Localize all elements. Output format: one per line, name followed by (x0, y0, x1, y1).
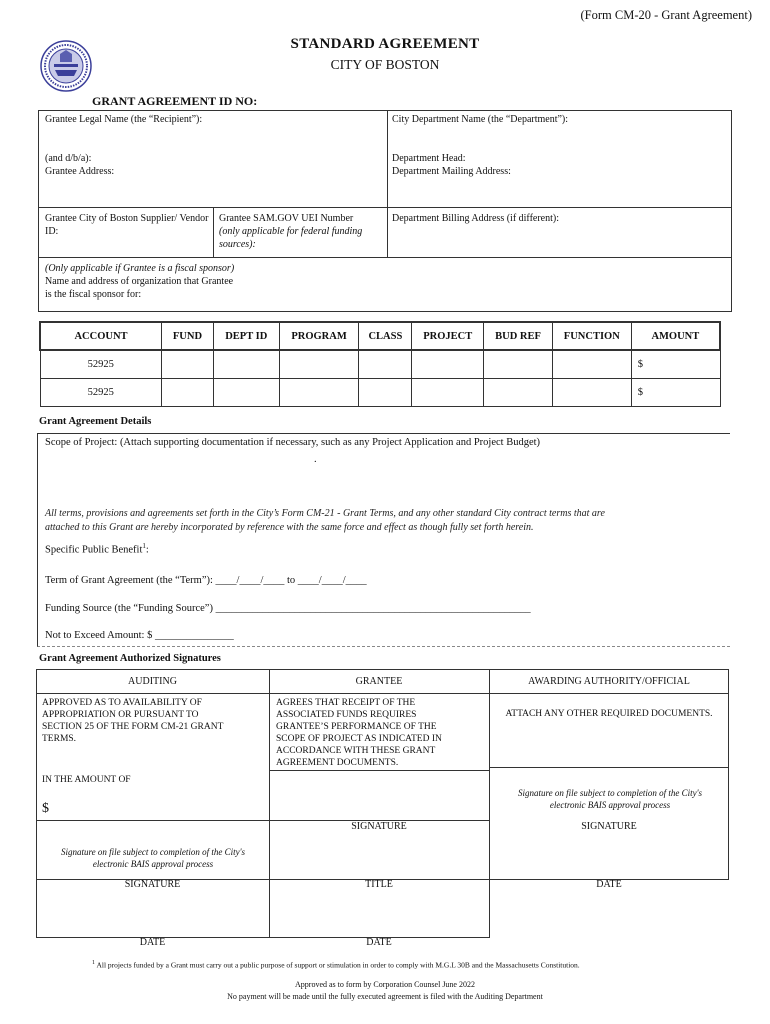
col-amount: AMOUNT (631, 322, 720, 350)
details-box (37, 433, 730, 647)
dept-name-label: City Department Name (the “Department”): (392, 114, 569, 125)
grantee-address-label: Grantee Address: (45, 166, 115, 177)
in-amount-label: IN THE AMOUNT OF (42, 775, 131, 785)
dept-id-cell[interactable] (213, 350, 279, 378)
auditing-signature-label: SIGNATURE (124, 879, 181, 890)
col-bud-ref: BUD REF (484, 322, 553, 350)
sam-uei-note: (only applicable for federal funding sources): (219, 226, 363, 250)
col-awarding: AWARDING AUTHORITY/OFFICIAL (528, 676, 690, 687)
grantee-date-label: DATE (366, 937, 392, 948)
col-class: CLASS (359, 322, 412, 350)
grantee-signature-label: SIGNATURE (351, 821, 407, 832)
col-project: PROJECT (412, 322, 484, 350)
auditing-text: APPROVED AS TO AVAILABILITY OF APPROPRIATION OR PURSUANT TO SECTION 25 OF THE FORM CM-21 GRANT TERMS. (42, 698, 224, 744)
sam-uei-label: Grantee SAM.GOV UEI Number (219, 213, 354, 224)
project-cell[interactable] (412, 350, 484, 378)
amount-dollar[interactable]: $ (42, 801, 49, 816)
funding-source-field[interactable]: Funding Source (the “Funding Source”) ____________________________________________________________ (45, 603, 531, 614)
table-row (40, 378, 720, 406)
col-function: FUNCTION (552, 322, 631, 350)
account-cell: 52925 (40, 378, 162, 406)
auditing-date-label: DATE (139, 937, 166, 948)
col-account: ACCOUNT (40, 322, 162, 350)
awarding-sig-note: Signature on file subject to completion of the City's electronic BAIS approval process (517, 788, 703, 810)
form-tag: (Form CM-20 - Grant Agreement) (580, 8, 752, 22)
awarding-date-label: DATE (596, 879, 622, 890)
terms-line-1: All terms, provisions and agreements set forth in the City’s Form CM-21 - Grant Terms, and any other standard City contract terms that are (45, 508, 605, 519)
function-cell[interactable] (552, 378, 631, 406)
scope-label: Scope of Project: (Attach supporting documentation if necessary, such as any Project Application and Project Budget) (45, 437, 541, 448)
bud-ref-cell[interactable] (484, 378, 553, 406)
approved-note: Approved as to form by Corporation Counsel June 2022 (295, 980, 475, 989)
footnote: $^1$ All projects funded by a Grant must carry out a public purpose of support or stimulation in order to comply with M.G.L 30B and the Massachusetts Constitution. (92, 960, 580, 970)
dept-id-cell[interactable] (213, 378, 279, 406)
amount-cell[interactable]: $ (631, 378, 720, 406)
fiscal-note: (Only applicable if Grantee is a fiscal sponsor) (45, 263, 235, 274)
fund-cell[interactable] (162, 378, 214, 406)
fiscal-line-2: is the fiscal sponsor for: (45, 289, 142, 300)
project-cell[interactable] (412, 378, 484, 406)
col-program: PROGRAM (279, 322, 359, 350)
page-title: STANDARD AGREEMENT (290, 36, 480, 52)
scope-dot: . (314, 454, 317, 465)
col-grantee: GRANTEE (355, 676, 403, 687)
grant-id-label: GRANT AGREEMENT ID NO: (92, 94, 258, 108)
col-dept-id: DEPT ID (213, 322, 279, 350)
accounting-table (39, 321, 721, 407)
supplier-id-label: Grantee City of Boston Supplier/ Vendor ID: (45, 213, 209, 237)
grantee-legal-name-label: Grantee Legal Name (the “Recipient”): (45, 114, 203, 125)
term-field[interactable]: Term of Grant Agreement (the “Term”): ____/____/____ to ____/____/____ (45, 575, 367, 586)
page-subtitle: CITY OF BOSTON (330, 57, 440, 72)
payment-note: No payment will be made until the fully executed agreement is filed with the Auditing Department (227, 992, 543, 1001)
grantee-text: AGREES THAT RECEIPT OF THE ASSOCIATED FUNDS REQUIRES GRANTEE’S PERFORMANCE OF THE SCOPE OF PROJECT AS INDICATED IN ACCORDANCE WITH THESE GRANT AGREEMENT DOCUMENTS. (276, 698, 442, 768)
bud-ref-cell[interactable] (484, 350, 553, 378)
grantee-date-box[interactable] (269, 880, 490, 938)
not-to-exceed-field[interactable]: Not to Exceed Amount: $ _______________ (45, 630, 234, 641)
table-row (40, 350, 720, 378)
program-cell[interactable] (279, 350, 359, 378)
col-auditing: AUDITING (128, 676, 177, 687)
dept-mailing-label: Department Mailing Address: (392, 166, 511, 177)
signatures-heading: Grant Agreement Authorized Signatures (39, 653, 221, 664)
account-cell: 52925 (40, 350, 162, 378)
col-fund: FUND (162, 322, 214, 350)
details-heading: Grant Agreement Details (39, 416, 152, 427)
accounting-header-row (40, 322, 720, 350)
awarding-signature-label: SIGNATURE (581, 821, 637, 832)
grantee-title-label: TITLE (365, 879, 393, 890)
terms-line-2: attached to this Grant are hereby incorporated by reference with the same force and effect as though fully set forth herein. (45, 522, 534, 533)
fund-cell[interactable] (162, 350, 214, 378)
amount-cell[interactable]: $ (631, 350, 720, 378)
auditing-date-box[interactable] (36, 880, 270, 938)
function-cell[interactable] (552, 350, 631, 378)
fiscal-line-1: Name and address of organization that Grantee (45, 276, 234, 287)
class-cell[interactable] (359, 350, 412, 378)
program-cell[interactable] (279, 378, 359, 406)
public-benefit-label: Specific Public Benefit$^1$: (45, 542, 149, 556)
dept-billing-label: Department Billing Address (if different): (392, 213, 559, 224)
dept-head-label: Department Head: (392, 153, 466, 164)
auditing-sig-note: Signature on file subject to completion of the City's electronic BAIS approval process (60, 847, 246, 869)
dba-label: (and d/b/a): (45, 153, 92, 164)
awarding-text: ATTACH ANY OTHER REQUIRED DOCUMENTS. (505, 709, 713, 719)
class-cell[interactable] (359, 378, 412, 406)
